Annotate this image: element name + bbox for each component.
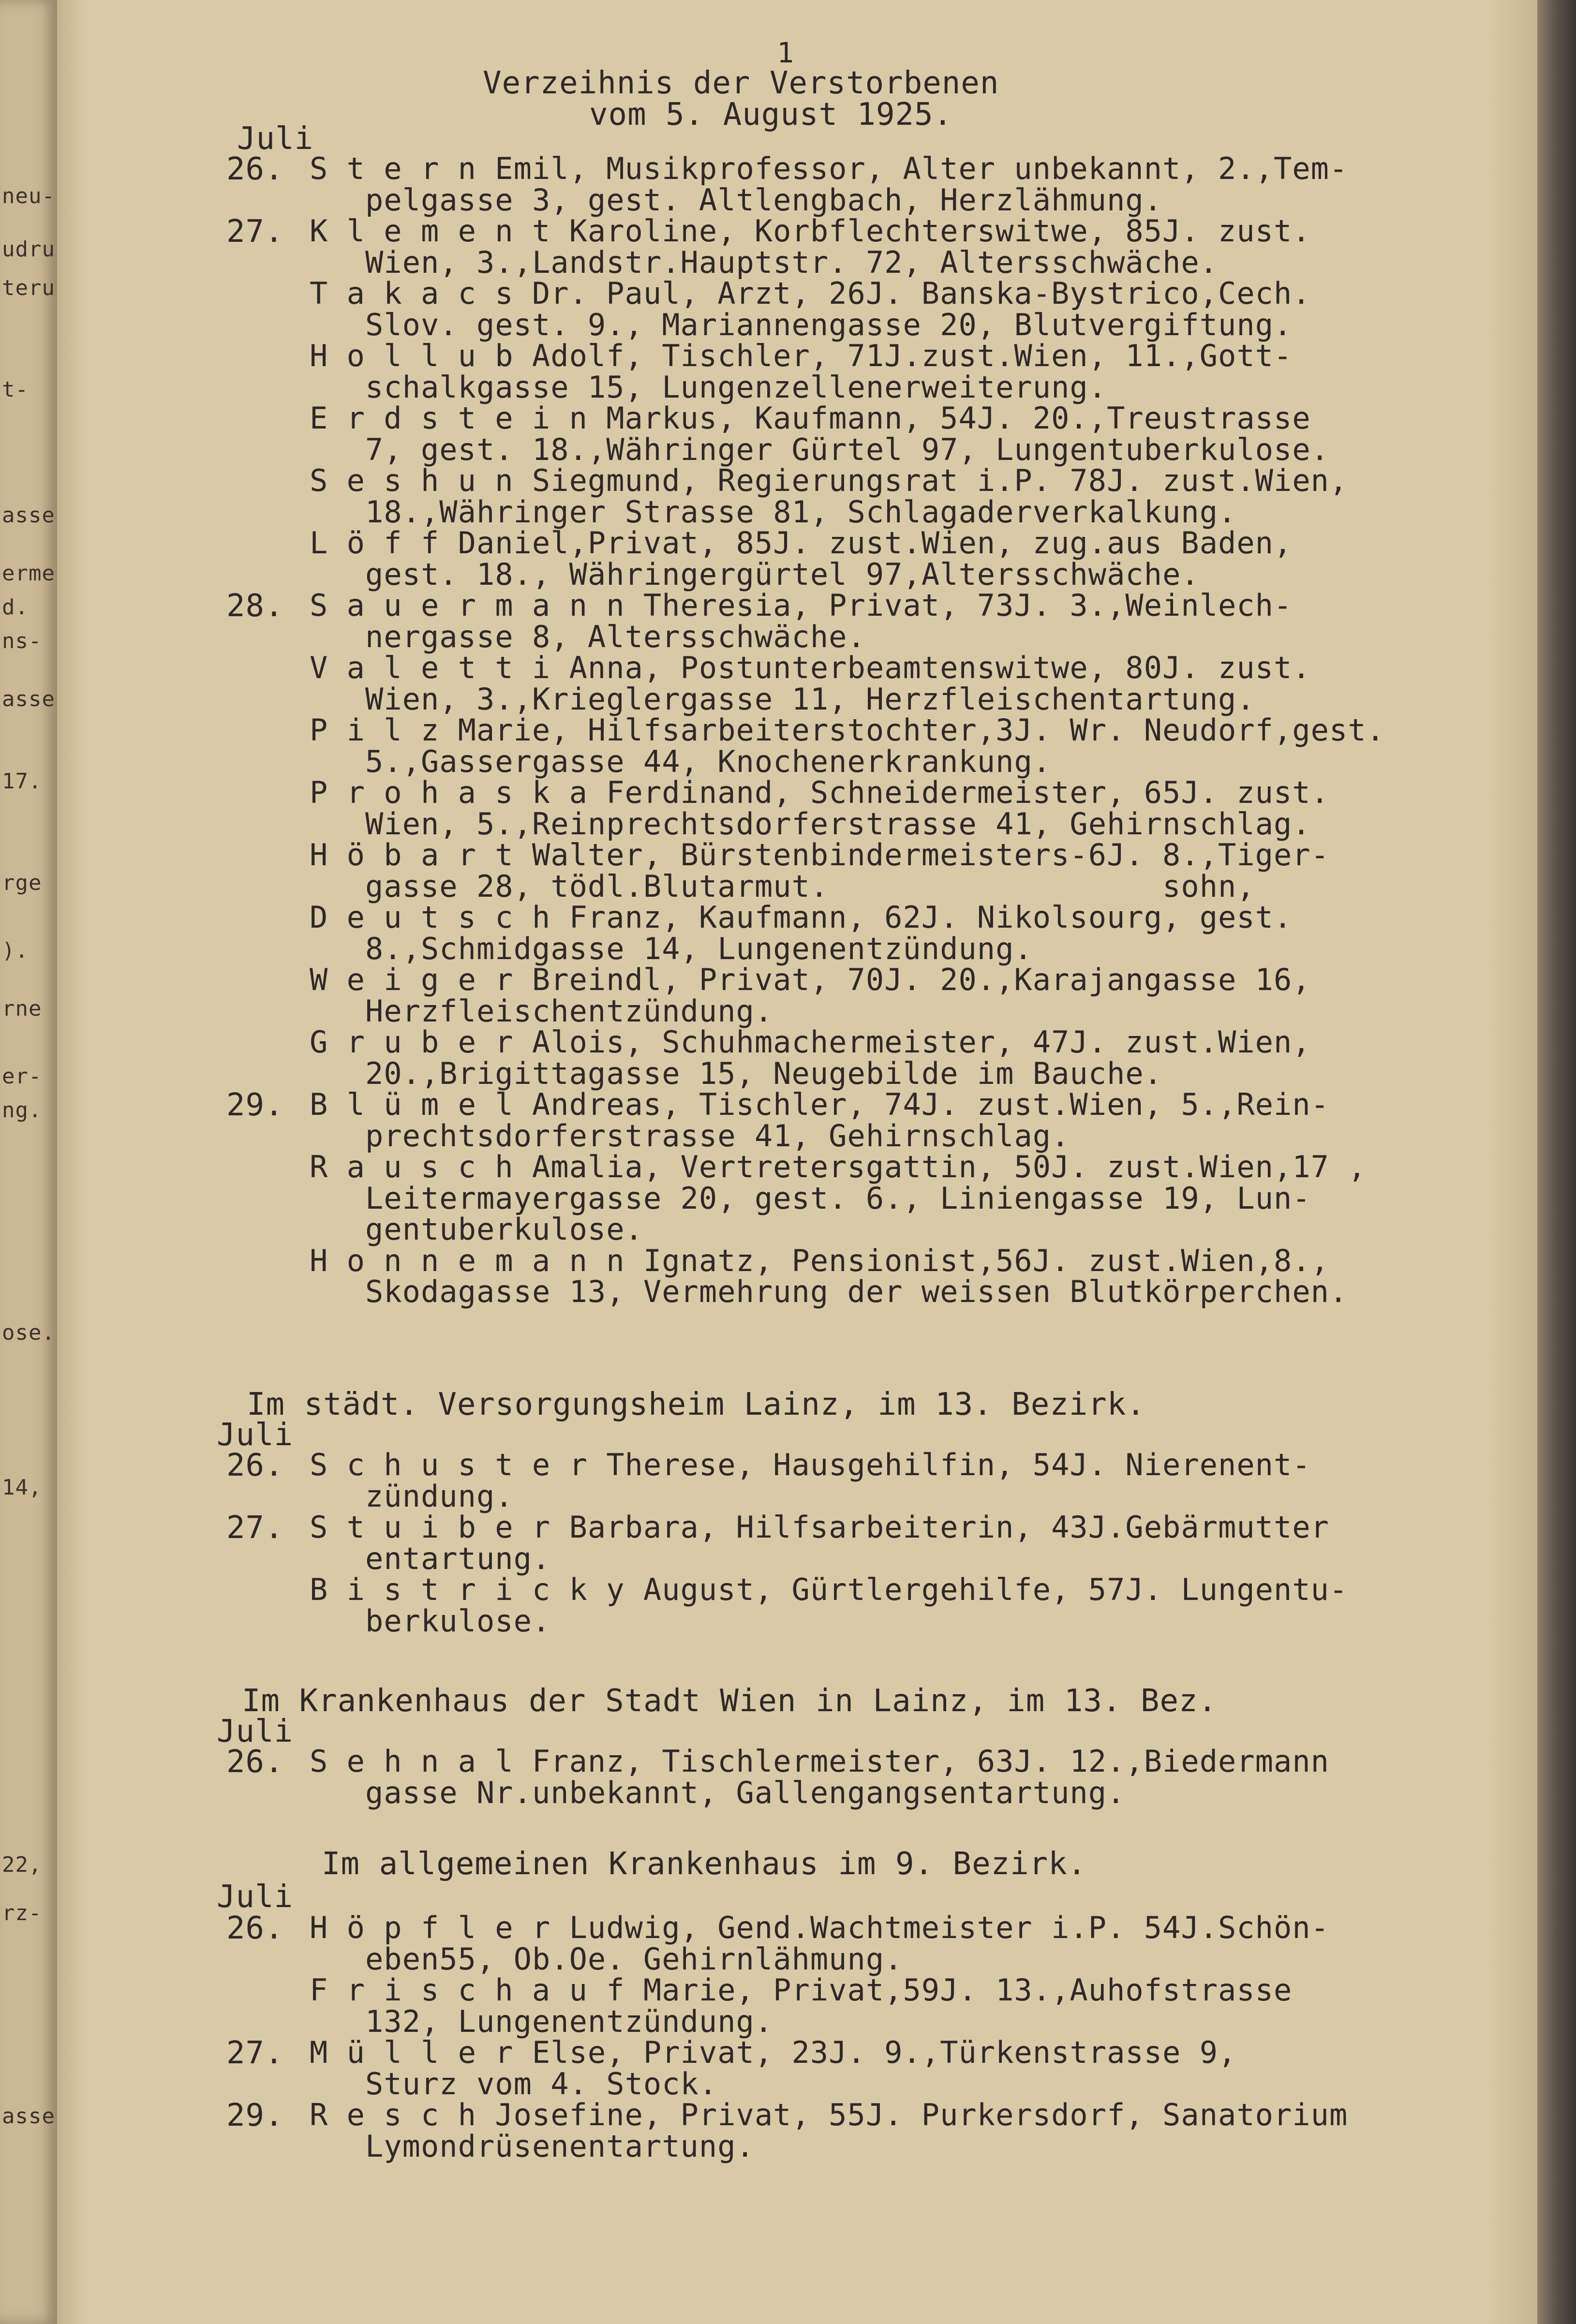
register-entry: G r u b e r Alois, Schuhmachermeister, 47J. zust.Wien, [310,1024,1311,1060]
previous-page-text-fragment: ng. [2,1098,42,1123]
entry-date: 27. [226,2035,284,2071]
entry-date: 26. [226,1448,284,1483]
register-entry-continuation: 132, Lungenentzündung. [365,2003,773,2039]
register-entry: H ö b a r t Walter, Bürstenbindermeisters-6J. 8.,Tiger- [310,837,1329,873]
entry-date: 26. [226,1744,284,1780]
register-entry: H o n n e m a n n Ignatz, Pensionist,56J. zust.Wien,8., [310,1243,1329,1278]
previous-page-text-fragment: rge [2,871,42,895]
previous-page-text-fragment: 14, [2,1475,42,1500]
register-entry: H ö p f l e r Ludwig, Gend.Wachtmeister i.P. 54J.Schön- [310,1910,1329,1945]
register-entry-continuation: entartung. [365,1540,551,1576]
month-label: Juli [217,1714,294,1749]
register-entry-continuation: schalkgasse 15, Lungenzellenerweiterung. [365,369,1107,405]
previous-page-edge [0,0,57,2324]
register-entry-continuation: Skodagasse 13, Vermehrung der weissen Blutkörperchen. [365,1274,1348,1309]
register-entry: E r d s t e i n Markus, Kaufmann, 54J. 20.,Treustrasse [310,400,1311,436]
section-heading: Im allgemeinen Krankenhaus im 9. Bezirk. [322,1846,1087,1882]
register-entry-continuation: prechtsdorferstrasse 41, Gehirnschlag. [365,1118,1070,1154]
register-entry-continuation: berkulose. [365,1603,551,1639]
register-entry: L ö f f Daniel,Privat, 85J. zust.Wien, zug.aus Baden, [310,525,1293,561]
register-entry-continuation: Wien, 3.,Krieglergasse 11, Herzfleischentartung. [365,681,1255,717]
register-entry: P i l z Marie, Hilfsarbeiterstochter,3J. Wr. Neudorf,gest. [310,712,1385,748]
register-entry: B i s t r i c k y August, Gürtlergehilfe, 57J. Lungentu- [310,1572,1348,1607]
entry-date: 28. [226,588,284,624]
register-entry-continuation: Slov. gest. 9., Mariannengasse 20, Blutvergiftung. [365,307,1293,342]
section-heading: Im städt. Versorgungsheim Lainz, im 13. Bezirk. [247,1387,1145,1422]
register-entry: S e h n a l Franz, Tischlermeister, 63J. 12.,Biedermann [310,1744,1329,1779]
entry-date: 26. [226,1910,284,1946]
previous-page-text-fragment: d. [2,595,29,620]
register-entry-continuation: 20.,Brigittagasse 15, Neugebilde im Bauche. [365,1055,1163,1091]
register-entry-continuation: gasse Nr.unbekannt, Gallengangsentartung. [365,1775,1126,1810]
entry-date: 29. [226,2098,284,2133]
previous-page-text-fragment: asse [2,2104,55,2129]
previous-page-text-fragment: rz- [2,1901,42,1925]
register-entry: S e s h u n Siegmund, Regierungsrat i.P. 78J. zust.Wien, [310,463,1348,498]
register-entry: M ü l l e r Else, Privat, 23J. 9.,Türkenstrasse 9, [310,2035,1237,2070]
page-number: 1 [777,36,794,69]
section-heading: Im Krankenhaus der Stadt Wien in Lainz, im 13. Bez. [242,1683,1218,1719]
register-entry: T a k a c s Dr. Paul, Arzt, 26J. Banska-Bystrico,Cech. [310,276,1311,311]
register-entry-continuation: 18.,Währinger Strasse 81, Schlagaderverkalkung. [365,494,1237,530]
register-entry-continuation: gentuberkulose. [365,1212,643,1247]
register-entry: F r i s c h a u f Marie, Privat,59J. 13.,Auhofstrasse [310,1972,1293,2008]
register-entry-continuation: pelgasse 3, gest. Altlengbach, Herzlähmung. [365,182,1163,218]
register-entry-continuation: Lymondrüsenentartung. [365,2128,755,2164]
register-entry-continuation: 7, gest. 18.,Währinger Gürtel 97, Lungentuberkulose. [365,431,1330,467]
register-entry: W e i g e r Breindl, Privat, 70J. 20.,Karajangasse 16, [310,962,1311,997]
previous-page-text-fragment: ). [2,938,29,963]
register-entry: P r o h a s k a Ferdinand, Schneidermeister, 65J. zust. [310,775,1329,810]
register-entry-continuation: nergasse 8, Altersschwäche. [365,619,866,654]
register-entry: S c h u s t e r Therese, Hausgehilfin, 54J. Nierenent- [310,1447,1311,1482]
register-entry: S a u e r m a n n Theresia, Privat, 73J. 3.,Weinlech- [310,588,1293,623]
document-subtitle: vom 5. August 1925. [589,97,953,133]
previous-page-text-fragment: 22, [2,1852,42,1877]
previous-page-text-fragment: asse [2,687,55,711]
document-title: Verzeihnis der Verstorbenen [483,65,999,101]
previous-page-text-fragment: asse [2,503,55,528]
register-entry: B l ü m e l Andreas, Tischler, 74J. zust.Wien, 5.,Rein- [310,1087,1329,1122]
register-entry: S t u i b e r Barbara, Hilfsarbeiterin, 43J.Gebärmutter [310,1510,1329,1545]
entry-date: 27. [226,1510,284,1546]
register-entry: D e u t s c h Franz, Kaufmann, 62J. Nikolsourg, gest. [310,900,1293,935]
register-entry: H o l l u b Adolf, Tischler, 71J.zust.Wien, 11.,Gott- [310,338,1293,373]
right-page-edge [1537,0,1576,2324]
previous-page-text-fragment: udru [2,237,55,262]
previous-page-text-fragment: teru [2,276,55,300]
document-page [57,0,1537,2324]
previous-page-text-fragment: erme [2,561,55,586]
register-entry-continuation: Wien, 5.,Reinprechtsdorferstrasse 41, Gehirnschlag. [365,806,1311,842]
previous-page-text-fragment: neu- [2,184,55,208]
register-entry: V a l e t t i Anna, Postunterbeamtenswitwe, 80J. zust. [310,650,1311,685]
register-entry-continuation: Sturz vom 4. Stock. [365,2066,718,2102]
month-label: Juli [217,1417,294,1453]
previous-page-text-fragment: 17. [2,769,42,794]
register-entry-continuation: gasse 28, tödl.Blutarmut. sohn, [365,868,1255,904]
register-entry-continuation: 5.,Gassergasse 44, Knochenerkrankung. [365,743,1052,779]
register-entry-continuation: Wien, 3.,Landstr.Hauptstr. 72, Altersschwäche. [365,244,1219,280]
entry-date: 26. [226,151,284,187]
register-entry-continuation: zündung. [365,1478,514,1514]
previous-page-text-fragment: ns- [2,629,42,653]
register-entry: S t e r n Emil, Musikprofessor, Alter unbekannt, 2.,Tem- [310,151,1348,186]
previous-page-text-fragment: ose. [2,1320,55,1345]
register-entry: R a u s c h Amalia, Vertretersgattin, 50J. zust.Wien,17 , [310,1149,1367,1184]
register-entry: R e s c h Josefine, Privat, 55J. Purkersdorf, Sanatorium [310,2097,1348,2132]
previous-page-text-fragment: t- [2,377,29,402]
register-entry-continuation: 8.,Schmidgasse 14, Lungenentzündung. [365,931,1033,966]
register-entry-continuation: eben55, Ob.Oe. Gehirnlähmung. [365,1941,903,1977]
entry-date: 29. [226,1087,284,1123]
previous-page-text-fragment: er- [2,1064,42,1089]
entry-date: 27. [226,214,284,250]
register-entry-continuation: Leitermayergasse 20, gest. 6., Liniengasse 19, Lun- [365,1180,1311,1216]
register-entry: K l e m e n t Karoline, Korbflechterswitwe, 85J. zust. [310,213,1311,249]
previous-page-text-fragment: rne [2,996,42,1021]
register-entry-continuation: gest. 18., Währingergürtel 97,Altersschwäche. [365,556,1200,592]
register-entry-continuation: Herzfleischentzündung. [365,993,773,1029]
month-label: Juli [217,1879,294,1915]
month-label: Juli [237,121,314,157]
